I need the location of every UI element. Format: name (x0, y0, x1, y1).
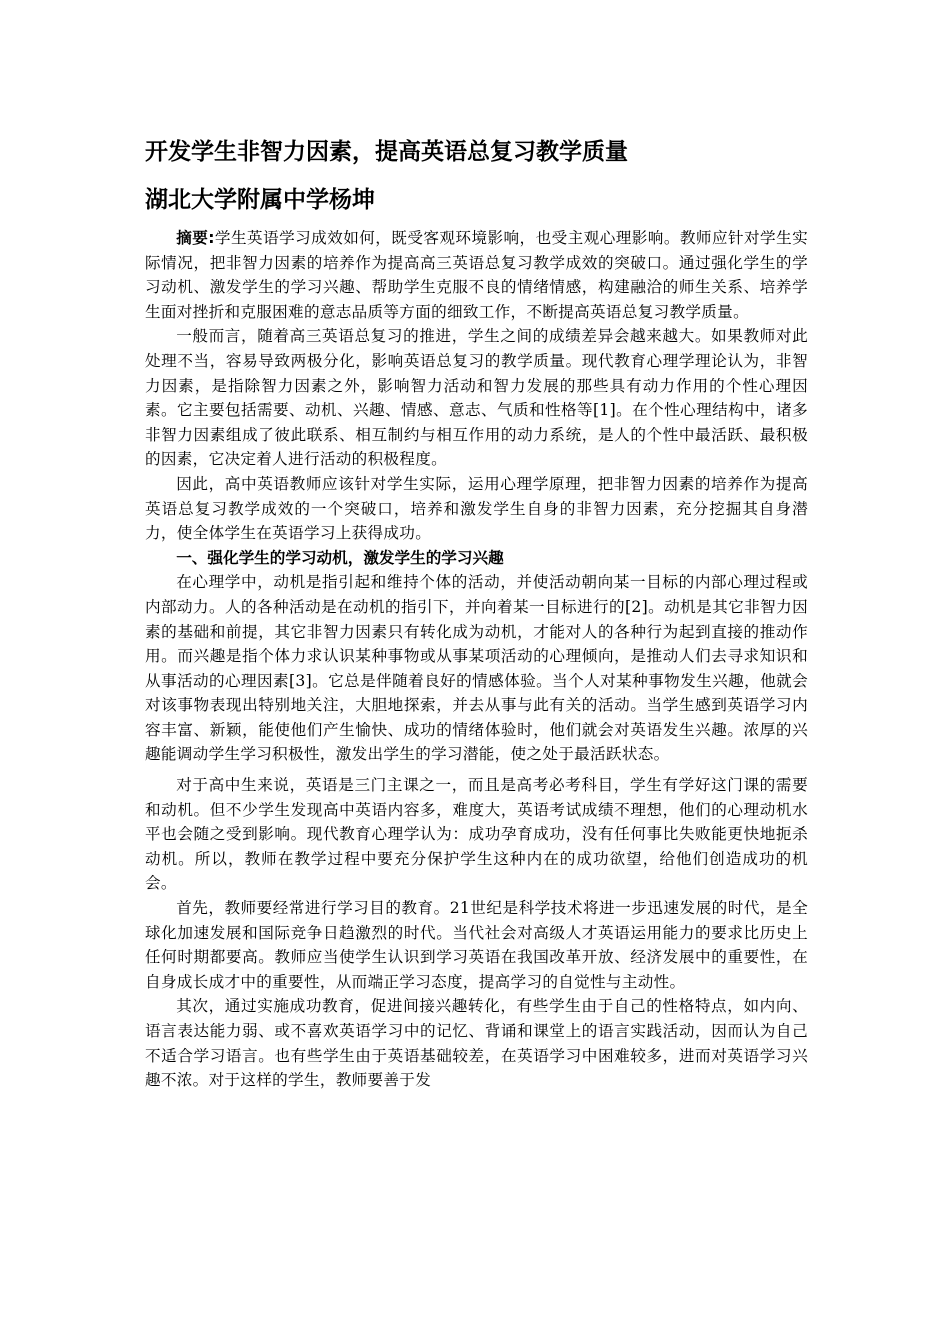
abstract-text: 学生英语学习成效如何，既受客观环境影响，也受主观心理影响。教师应针对学生实际情况，把非智力因素的培养作为提高高三英语总复习教学成效的突破口。通过强化学生的学习动机、激发学生的学习兴趣、帮助学生克服不良的情绪情感，构建融洽的师生关系、培养学生面对挫折和克服困难的意志品质等方面的细致工作，不断提高英语总复习教学质量。 (145, 229, 808, 321)
document-title: 开发学生非智力因素，提高英语总复习教学质量 (145, 139, 628, 165)
paragraph-4: 对于高中生来说，英语是三门主课之一，而且是高考必考科目，学生有学好这门课的需要和动机。但不少学生发现高中英语内容多，难度大，英语考试成绩不理想，他们的心理动机水平也会随之受到影响。现代教育心理学认为：成功孕育成功，没有任何事比失败能更快地扼杀动机。所以，教师在教学过程中要充分保护学生这种内在的成功欲望，给他们创造成功的机会。 (145, 776, 808, 893)
paragraph-1: 一般而言，随着高三英语总复习的推进，学生之间的成绩差异会越来越大。如果教师对此处理不当，容易导致两极分化，影响英语总复习的教学质量。现代教育心理学理论认为，非智力因素，是指除智力因素之外，影响智力活动和智力发展的那些具有动力作用的个性心理因素。它主要包括需要、动机、兴趣、情感、意志、气质和性格等[1]。在个性心理结构中，诸多非智力因素组成了彼此联系、相互制约与相互作用的动力系统，是人的个性中最活跃、最积极的因素，它决定着人进行活动的积极程度。 (145, 327, 808, 469)
section-1-heading: 一、强化学生的学习动机，激发学生的学习兴趣 (176, 548, 504, 567)
paragraph-3: 在心理学中，动机是指引起和维持个体的活动，并使活动朝向某一目标的内部心理过程或内部动力。人的各种活动是在动机的指引下，并向着某一目标进行的[2]。动机是其它非智力因素的基础和前提，其它非智力因素只有转化成为动机，才能对人的各种行为起到直接的推动作用。而兴趣是指个体力求认识某种事物或从事某项活动的心理倾向，是推动人们去寻求知识和从事活动的心理因素[3]。它总是伴随着良好的情感体验。当个人对某种事物发生兴趣，他就会对该事物表现出特别地关注，大胆地探索，并去从事与此有关的活动。当学生感到英语学习内容丰富、新颖，能使他们产生愉快、成功的情绪体验时，他们就会对英语发生兴趣。浓厚的兴趣能调动学生学习积极性，激发出学生的学习潜能，使之处于最活跃状态。 (145, 573, 808, 764)
document-author: 湖北大学附属中学杨坤 (145, 187, 375, 213)
paragraph-5: 首先，教师要经常进行学习目的教育。21世纪是科学技术将进一步迅速发展的时代，是全球化加速发展和国际竞争日趋激烈的时代。当代社会对高级人才英语运用能力的要求比历史上任何时期都要高。教师应当使学生认识到学习英语在我国改革开放、经济发展中的重要性，在自身成长成才中的重要性，从而端正学习态度，提高学习的自觉性与主动性。 (145, 899, 808, 991)
paragraph-2: 因此，高中英语教师应该针对学生实际，运用心理学原理，把非智力因素的培养作为提高英语总复习教学成效的一个突破口，培养和激发学生自身的非智力因素，充分挖掘其自身潜力，使全体学生在英语学习上获得成功。 (145, 474, 808, 543)
paragraph-6: 其次，通过实施成功教育，促进间接兴趣转化，有些学生由于自己的性格特点，如内向、语言表达能力弱、或不喜欢英语学习中的记忆、背诵和课堂上的语言实践活动，因而认为自己不适合学习语言。也有些学生由于英语基础较差，在英语学习中困难较多，进而对英语学习兴趣不浓。对于这样的学生，教师要善于发 (145, 997, 808, 1090)
document-content (145, 128, 808, 1093)
abstract-label: 摘要: (176, 229, 215, 247)
abstract-paragraph (145, 226, 808, 324)
